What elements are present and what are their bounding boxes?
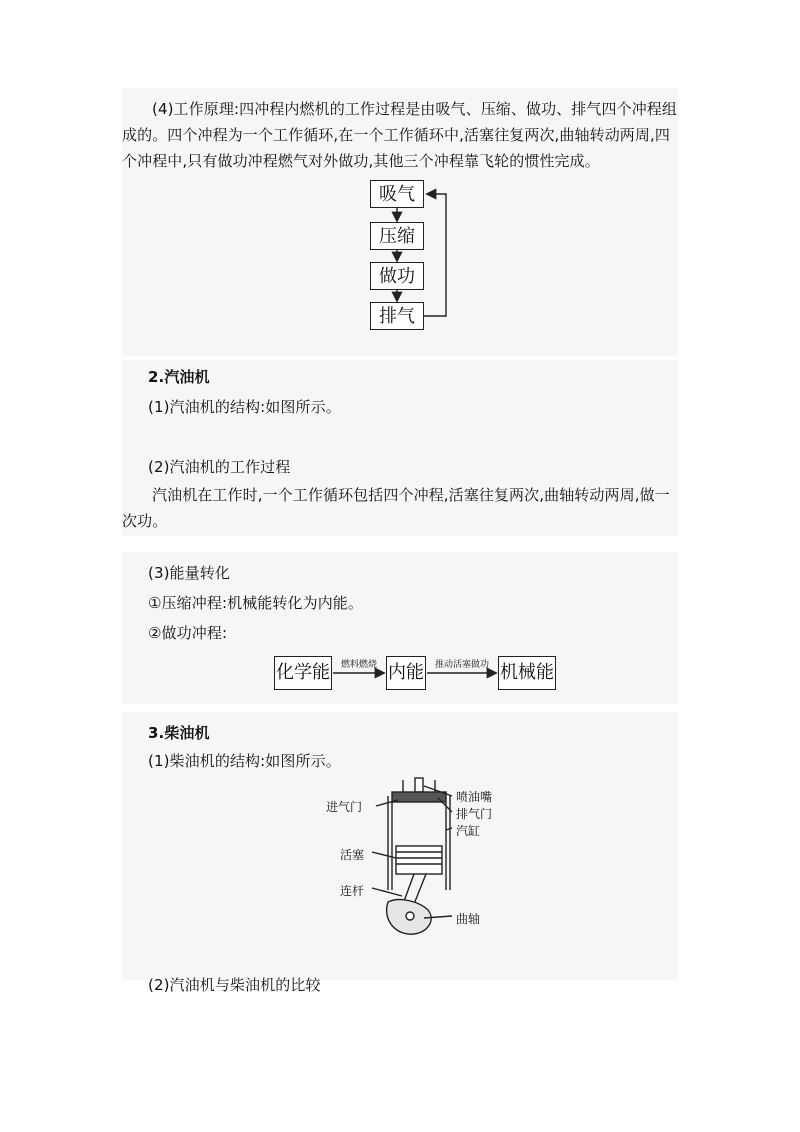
gasoline-process-text: 汽油机在工作时,一个工作循环包括四个冲程,活塞往复两次,曲轴转动两周,做一次功。 [122,486,670,530]
exhaust-valve-label: 排气门 [456,807,493,821]
mechanical-energy-box: 机械能 [498,656,556,690]
push-piston-label: 推动活塞做功 [434,660,489,670]
compression-energy-item: ①压缩冲程:机械能转化为内能。 [148,594,364,612]
power-energy-item: ②做功冲程: [148,624,228,642]
injector-label: 喷油嘴 [456,790,493,804]
exhaust-stroke-box: 排气 [370,302,424,330]
gasoline-structure-text: (1)汽油机的结构:如图所示。 [148,398,341,416]
intake-stroke-box: 吸气 [370,180,424,208]
principle-paragraph: (4)工作原理:四冲程内燃机的工作过程是由吸气、压缩、做功、排气四个冲程组成的。四个冲程为一个工作循环,在一个工作循环中,活塞往复两次,曲轴转动两周,四个冲程中,只有做功冲程燃气对外做功,其他三个冲程靠飞轮的惯性完成。 [122,100,678,170]
crankshaft-label: 曲轴 [456,912,481,926]
fuel-burn-label: 燃料燃烧 [340,660,377,670]
energy-conversion-title: (3)能量转化 [148,564,230,582]
internal-energy-box: 内能 [386,656,426,690]
diesel-heading: 3.柴油机 [148,724,210,742]
power-stroke-box: 做功 [370,262,424,290]
intake-valve-label: 进气门 [326,800,363,814]
connecting-rod-label: 连杆 [340,884,365,898]
diesel-structure-text: (1)柴油机的结构:如图所示。 [148,752,341,770]
cylinder-label: 汽缸 [456,824,481,838]
chemical-energy-box: 化学能 [274,656,332,690]
piston-label: 活塞 [340,848,365,862]
gasoline-process-title: (2)汽油机的工作过程 [148,458,291,476]
compression-stroke-box: 压缩 [370,222,424,250]
comparison-title: (2)汽油机与柴油机的比较 [148,976,321,994]
gasoline-heading: 2.汽油机 [148,368,210,386]
